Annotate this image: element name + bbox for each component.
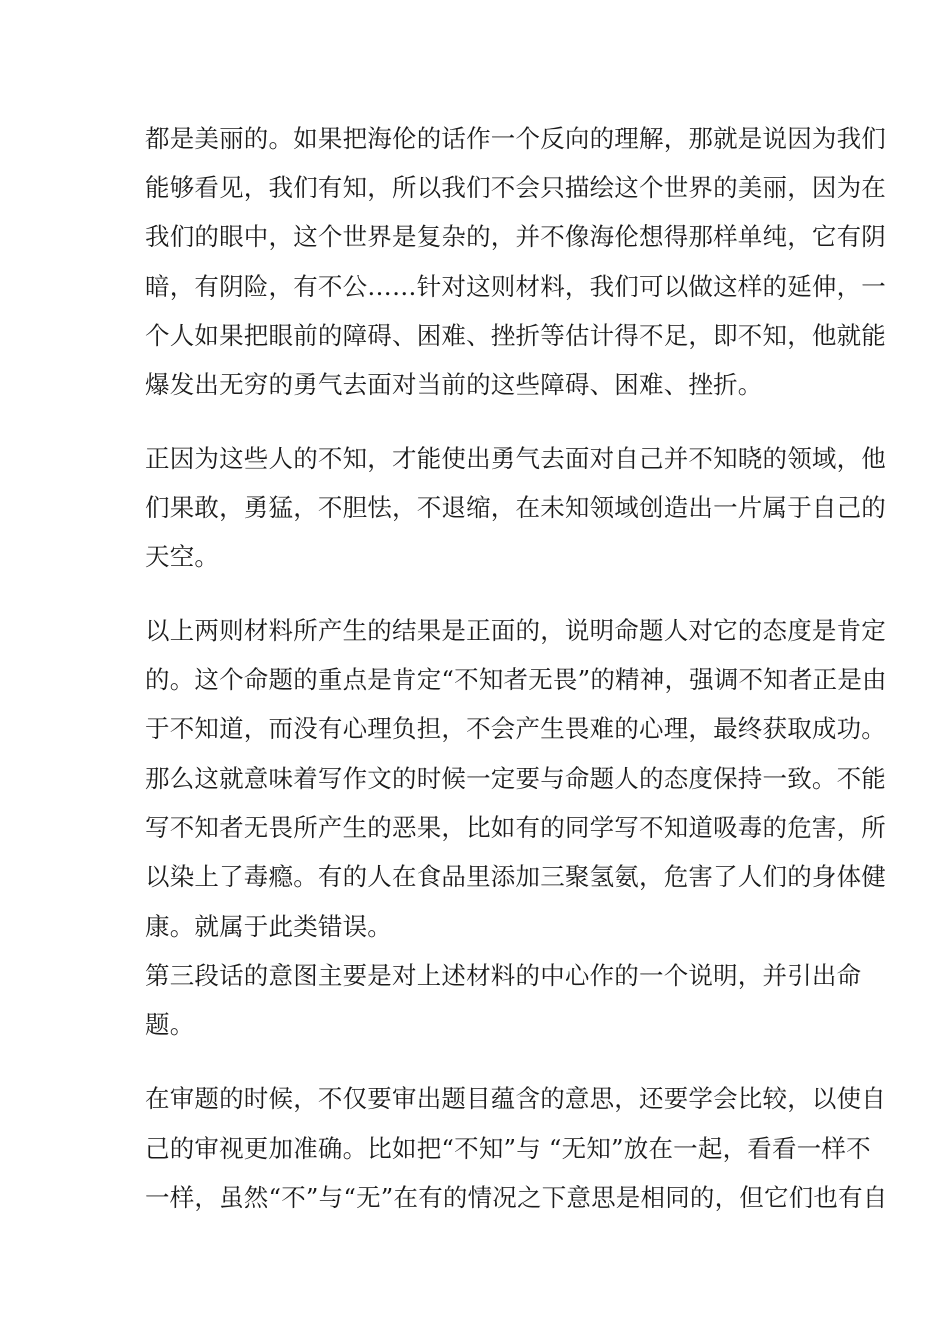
text-line: 们果敢，勇猛，不胆怯，不退缩，在未知领域创造出一片属于自己的 — [145, 493, 886, 522]
text-line: 的。这个命题的重点是肯定“不知者无畏”的精神，强调不知者正是由 — [145, 665, 887, 694]
text-line: 暗，有阴险，有不公……针对这则材料，我们可以做这样的延伸，一 — [145, 272, 886, 301]
text-line: 以上两则材料所产生的结果是正面的，说明命题人对它的态度是肯定 — [145, 616, 886, 645]
text-line: 于不知道，而没有心理负担，不会产生畏难的心理，最终获取成功。 — [145, 714, 886, 743]
text-line: 康。就属于此类错误。 — [145, 912, 392, 941]
text-line: 那么这就意味着写作文的时候一定要与命题人的态度保持一致。不能 — [145, 764, 886, 793]
text-line: 正因为这些人的不知，才能使出勇气去面对自己并不知晓的领域，他 — [145, 444, 886, 473]
text-line: 我们的眼中，这个世界是复杂的，并不像海伦想得那样单纯，它有阴 — [145, 222, 886, 251]
text-line: 第三段话的意图主要是对上述材料的中心作的一个说明，并引出命 — [145, 961, 862, 990]
text-line: 爆发出无穷的勇气去面对当前的这些障碍、困难、挫折。 — [145, 370, 763, 399]
text-line: 个人如果把眼前的障碍、困难、挫折等估计得不足，即不知，他就能 — [145, 321, 886, 350]
text-line: 一样，虽然“不”与“无”在有的情况之下意思是相同的，但它们也有自 — [145, 1183, 888, 1212]
text-line: 以染上了毒瘾。有的人在食品里添加三聚氢氨，危害了人们的身体健 — [145, 862, 886, 891]
text-line: 题。 — [145, 1010, 195, 1039]
text-line: 能够看见，我们有知，所以我们不会只描绘这个世界的美丽，因为在 — [145, 173, 886, 202]
text-line: 在审题的时候，不仅要审出题目蕴含的意思，还要学会比较，以使自 — [145, 1084, 886, 1113]
text-line: 写不知者无畏所产生的恶果，比如有的同学写不知道吸毒的危害，所 — [145, 813, 886, 842]
text-line: 己的审视更加准确。比如把“不知”与 “无知”放在一起，看看一样不 — [145, 1134, 871, 1163]
text-line: 都是美丽的。如果把海伦的话作一个反向的理解，那就是说因为我们 — [145, 124, 886, 153]
text-line: 天空。 — [145, 542, 220, 571]
